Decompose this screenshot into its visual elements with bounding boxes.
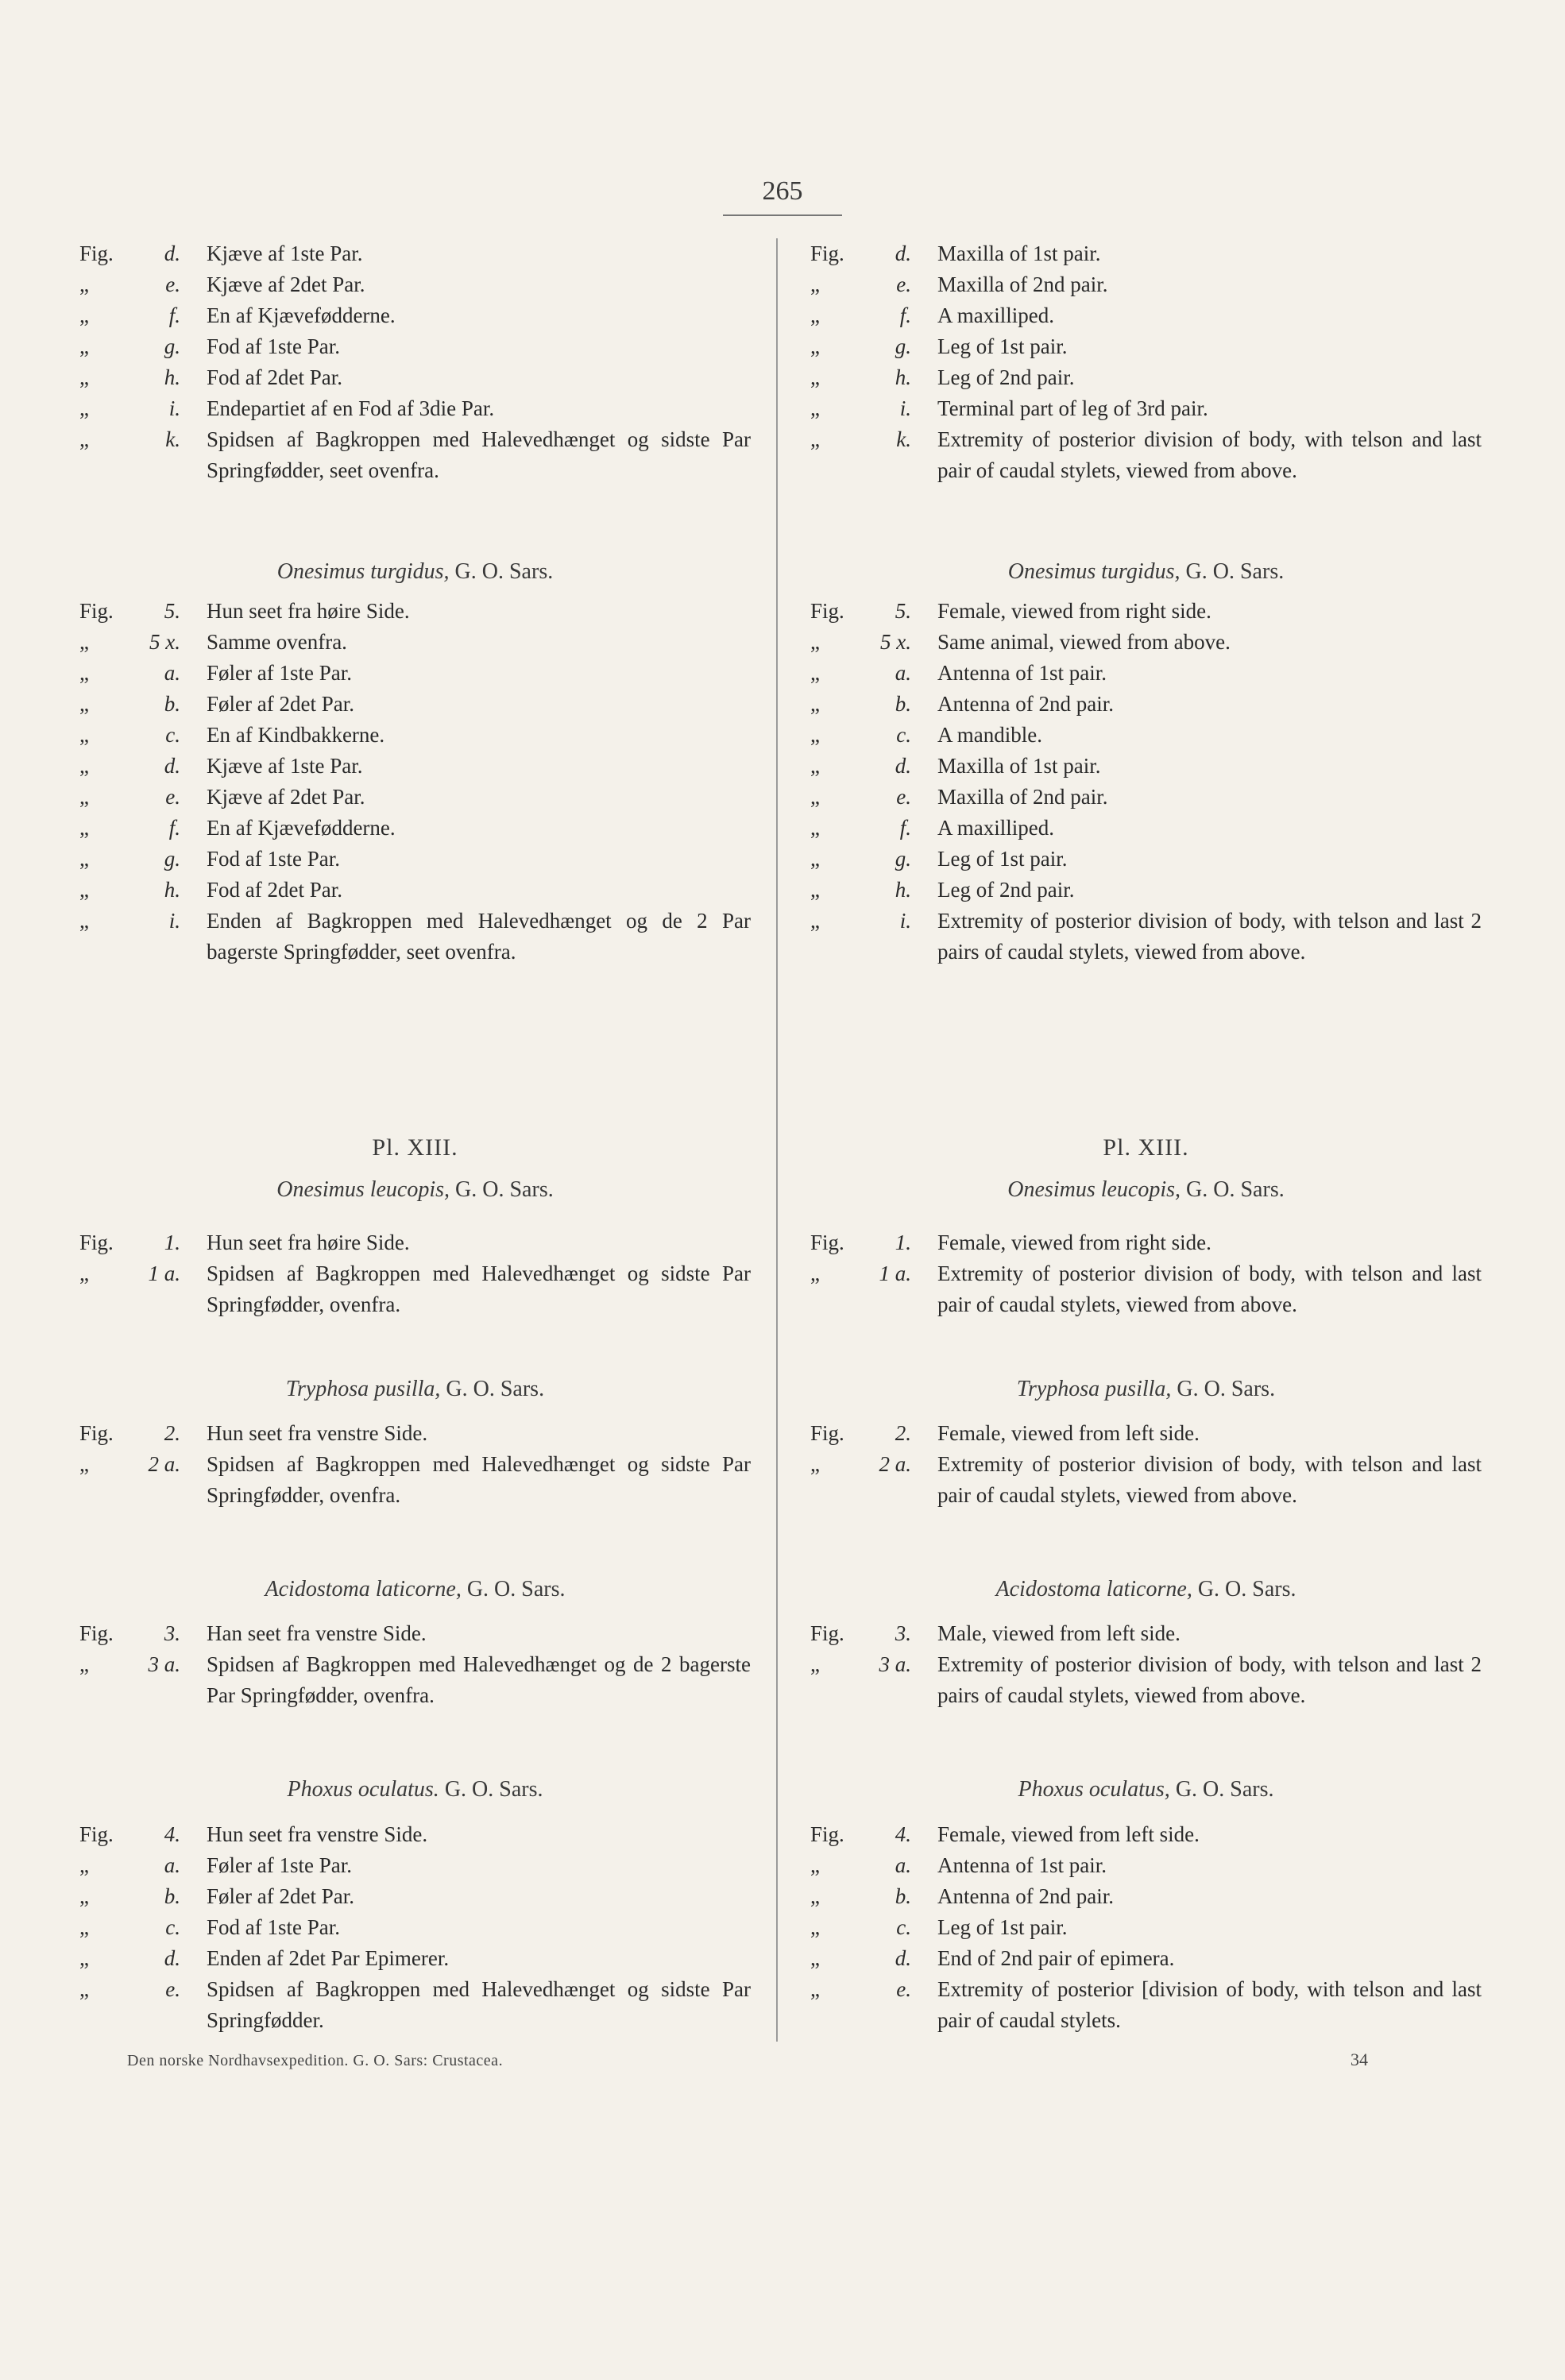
figure-caption: Extremity of posterior [division of body, with telson and last pair of caudal stylets.: [937, 1977, 1482, 2032]
figure-entry: [79, 1974, 751, 2036]
figure-label: g.: [895, 847, 911, 871]
figure-label: 4.: [164, 1822, 180, 1846]
figure-prefix: Fig.: [79, 1231, 114, 1254]
figure-entry: [810, 782, 1482, 813]
figure-caption: Antenna of 2nd pair.: [937, 1884, 1114, 1908]
figure-prefix: Fig.: [810, 1231, 844, 1254]
figure-prefix: „: [79, 692, 89, 716]
figure-caption: Hun seet fra venstre Side.: [207, 1822, 428, 1846]
figure-label: 1 a.: [148, 1261, 180, 1285]
figure-caption: Female, viewed from left side.: [937, 1421, 1200, 1445]
figure-label: h.: [164, 878, 180, 902]
figure-caption: Extremity of posterior division of body, with telson and last 2 pairs of caudal stylets, viewed from above.: [937, 1652, 1482, 1707]
figure-caption: Extremity of posterior division of body, with telson and last pair of caudal stylets, viewed from above.: [937, 1261, 1482, 1316]
figure-label: e.: [165, 1977, 180, 2001]
figure-list: [810, 238, 1482, 486]
figure-entry: [810, 627, 1482, 658]
figure-caption: A mandible.: [937, 723, 1042, 747]
figure-entry: [79, 782, 751, 813]
figure-caption: Same animal, viewed from above.: [937, 630, 1231, 654]
figure-prefix: „: [810, 909, 820, 933]
figure-label: b.: [164, 1884, 180, 1908]
figure-label: b.: [164, 692, 180, 716]
species-name: Phoxus oculatus,: [1018, 1777, 1170, 1802]
species-name: Onesimus turgidus,: [1007, 559, 1181, 584]
figure-entry: [79, 1943, 751, 1974]
column-divider: [776, 238, 778, 2042]
page-number: 265: [762, 176, 803, 206]
species-heading: [810, 1177, 1482, 1203]
figure-entry: [810, 906, 1482, 968]
figure-caption: Hun seet fra høire Side.: [207, 599, 410, 623]
figure-label: h.: [164, 365, 180, 389]
figure-prefix: „: [79, 1915, 89, 1939]
species-name: Phoxus oculatus.: [287, 1777, 439, 1802]
figure-prefix: „: [79, 1884, 89, 1908]
figure-entry: [810, 1819, 1482, 1850]
figure-prefix: „: [79, 272, 89, 296]
figure-prefix: „: [810, 816, 820, 840]
figure-caption: Female, viewed from left side.: [937, 1822, 1200, 1846]
figure-caption: Fod af 1ste Par.: [207, 334, 340, 358]
figure-prefix: „: [810, 427, 820, 451]
figure-entry: [810, 1943, 1482, 1974]
figure-entry: [79, 269, 751, 300]
figure-prefix: Fig.: [79, 1621, 114, 1645]
species-heading: [79, 1377, 751, 1402]
figure-label: 2 a.: [148, 1452, 180, 1476]
figure-entry: [810, 362, 1482, 393]
top-rule: [723, 214, 842, 216]
figure-entry: [810, 720, 1482, 751]
figure-label: 5 x.: [880, 630, 911, 654]
figure-caption: Fod af 1ste Par.: [207, 847, 340, 871]
figure-entry: [79, 689, 751, 720]
figure-prefix: „: [810, 303, 820, 327]
figure-caption: Male, viewed from left side.: [937, 1621, 1181, 1645]
figure-entry: [79, 1649, 751, 1711]
species-name: Tryphosa pusilla,: [285, 1377, 441, 1401]
species-heading: [79, 1177, 751, 1203]
figure-prefix: „: [79, 303, 89, 327]
figure-list: [810, 1819, 1482, 2036]
figure-caption: En af Kjævefødderne.: [207, 816, 396, 840]
species-heading: [810, 1777, 1482, 1802]
figure-label: b.: [895, 692, 911, 716]
figure-caption: Extremity of posterior division of body, with telson and last pair of caudal stylets, viewed from above.: [937, 427, 1482, 482]
figure-prefix: „: [79, 785, 89, 809]
figure-caption: Antenna of 1st pair.: [937, 661, 1107, 685]
figure-caption: Endepartiet af en Fod af 3die Par.: [207, 396, 495, 420]
figure-entry: [810, 1258, 1482, 1320]
figure-entry: [810, 1912, 1482, 1943]
figure-caption: Leg of 1st pair.: [937, 334, 1068, 358]
figure-caption: Leg of 2nd pair.: [937, 365, 1075, 389]
figure-label: i.: [168, 909, 180, 933]
figure-prefix: Fig.: [79, 1421, 114, 1445]
figure-entry: [810, 1227, 1482, 1258]
figure-caption: Kjæve af 1ste Par.: [207, 241, 363, 265]
figure-label: a.: [164, 1853, 180, 1877]
species-name: Onesimus turgidus,: [276, 559, 450, 584]
species-author: G. O. Sars.: [1186, 1177, 1285, 1202]
figure-prefix: „: [810, 1977, 820, 2001]
figure-list: [810, 1418, 1482, 1511]
figure-prefix: „: [79, 754, 89, 778]
figure-caption: Leg of 2nd pair.: [937, 878, 1075, 902]
figure-caption: Fod af 2det Par.: [207, 878, 342, 902]
figure-entry: [79, 1618, 751, 1649]
figure-prefix: „: [79, 878, 89, 902]
figure-label: i.: [899, 909, 911, 933]
figure-caption: Kjæve af 2det Par.: [207, 272, 365, 296]
plate-heading: Pl. XIII.: [1103, 1134, 1189, 1161]
species-author: G. O. Sars.: [1177, 1377, 1276, 1401]
figure-prefix: „: [79, 847, 89, 871]
figure-entry: [810, 269, 1482, 300]
figure-caption: Terminal part of leg of 3rd pair.: [937, 396, 1208, 420]
figure-caption: Leg of 1st pair.: [937, 847, 1068, 871]
figure-label: e.: [896, 1977, 911, 2001]
figure-entry: [810, 1618, 1482, 1649]
species-author: G. O. Sars.: [1185, 559, 1285, 584]
figure-label: 2.: [895, 1421, 911, 1445]
figure-prefix: „: [79, 723, 89, 747]
species-heading: [810, 559, 1482, 585]
figure-entry: [810, 813, 1482, 844]
figure-prefix: „: [79, 1652, 89, 1676]
figure-caption: Extremity of posterior division of body, with telson and last pair of caudal stylets, viewed from above.: [937, 1452, 1482, 1507]
figure-caption: Føler af 1ste Par.: [207, 661, 352, 685]
figure-label: h.: [895, 365, 911, 389]
figure-entry: [810, 1449, 1482, 1511]
figure-prefix: „: [79, 365, 89, 389]
footer-publication: Den norske Nordhavsexpedition. G. O. Sars: Crustacea.: [127, 2052, 504, 2069]
figure-entry: [79, 875, 751, 906]
figure-list: [79, 596, 751, 968]
figure-entry: [79, 658, 751, 689]
footer-signature: 34: [1351, 2050, 1368, 2069]
figure-label: c.: [165, 723, 180, 747]
figure-entry: [79, 1258, 751, 1320]
figure-prefix: „: [79, 661, 89, 685]
figure-label: 5.: [164, 599, 180, 623]
species-author: G. O. Sars.: [455, 1177, 554, 1202]
figure-prefix: „: [79, 1261, 89, 1285]
figure-entry: [79, 331, 751, 362]
species-heading: [79, 1577, 751, 1602]
figure-caption: Leg of 1st pair.: [937, 1915, 1068, 1939]
figure-entry: [79, 813, 751, 844]
figure-list: [79, 1618, 751, 1711]
figure-prefix: „: [79, 1977, 89, 2001]
figure-prefix: Fig.: [810, 1822, 844, 1846]
figure-list: [79, 238, 751, 486]
figure-prefix: „: [79, 334, 89, 358]
figure-prefix: „: [79, 1853, 89, 1877]
figure-prefix: „: [79, 1452, 89, 1476]
figure-entry: [810, 844, 1482, 875]
figure-label: 3 a.: [879, 1652, 911, 1676]
figure-caption: A maxilliped.: [937, 303, 1054, 327]
figure-label: 1 a.: [879, 1261, 911, 1285]
figure-entry: [79, 596, 751, 627]
figure-caption: Antenna of 2nd pair.: [937, 692, 1114, 716]
figure-caption: Samme ovenfra.: [207, 630, 347, 654]
figure-prefix: Fig.: [810, 241, 844, 265]
figure-caption: Hun seet fra venstre Side.: [207, 1421, 428, 1445]
figure-label: g.: [164, 847, 180, 871]
figure-prefix: „: [810, 1261, 820, 1285]
figure-label: 1.: [895, 1231, 911, 1254]
figure-caption: Enden af 2det Par Epimerer.: [207, 1946, 450, 1970]
figure-label: 4.: [895, 1822, 911, 1846]
figure-prefix: „: [810, 1652, 820, 1676]
figure-entry: [810, 393, 1482, 424]
figure-entry: [810, 689, 1482, 720]
figure-entry: [79, 393, 751, 424]
figure-label: g.: [164, 334, 180, 358]
figure-entry: [810, 1881, 1482, 1912]
figure-entry: [79, 424, 751, 486]
figure-caption: Han seet fra venstre Side.: [207, 1621, 427, 1645]
figure-label: d.: [164, 754, 180, 778]
figure-prefix: „: [79, 816, 89, 840]
figure-list: [79, 1418, 751, 1511]
figure-entry: [79, 362, 751, 393]
figure-entry: [79, 1850, 751, 1881]
figure-caption: Spidsen af Bagkroppen med Halevedhænget og sidste Par Springfødder, ovenfra.: [207, 1452, 751, 1507]
species-author: G. O. Sars.: [446, 1377, 545, 1401]
figure-caption: Kjæve af 1ste Par.: [207, 754, 363, 778]
figure-prefix: „: [79, 427, 89, 451]
figure-label: k.: [896, 427, 911, 451]
species-name: Acidostoma laticorne,: [265, 1577, 462, 1601]
figure-prefix: Fig.: [79, 599, 114, 623]
figure-entry: [810, 1850, 1482, 1881]
figure-caption: Enden af Bagkroppen med Halevedhænget og de 2 Par bagerste Springfødder, seet ovenfra.: [207, 909, 751, 964]
figure-label: f.: [168, 303, 180, 327]
figure-prefix: „: [79, 909, 89, 933]
figure-caption: Antenna of 1st pair.: [937, 1853, 1107, 1877]
figure-prefix: Fig.: [810, 1421, 844, 1445]
figure-label: 5.: [895, 599, 911, 623]
figure-label: b.: [895, 1884, 911, 1908]
figure-prefix: „: [810, 878, 820, 902]
figure-label: 3.: [164, 1621, 180, 1645]
figure-prefix: „: [810, 723, 820, 747]
figure-entry: [810, 1418, 1482, 1449]
figure-label: a.: [895, 661, 911, 685]
species-name: Tryphosa pusilla,: [1016, 1377, 1172, 1401]
figure-prefix: „: [79, 396, 89, 420]
figure-label: d.: [895, 754, 911, 778]
figure-caption: Maxilla of 1st pair.: [937, 754, 1101, 778]
species-author: G. O. Sars.: [444, 1777, 543, 1802]
figure-entry: [810, 875, 1482, 906]
figure-label: 5 x.: [149, 630, 180, 654]
figure-label: 1.: [164, 1231, 180, 1254]
species-heading: [810, 1577, 1482, 1602]
figure-list: [79, 1227, 751, 1320]
figure-prefix: Fig.: [810, 599, 844, 623]
figure-prefix: Fig.: [79, 1822, 114, 1846]
figure-entry: [79, 300, 751, 331]
figure-list: [810, 596, 1482, 968]
figure-caption: Female, viewed from right side.: [937, 599, 1211, 623]
figure-prefix: „: [810, 1946, 820, 1970]
figure-label: c.: [165, 1915, 180, 1939]
figure-label: k.: [165, 427, 180, 451]
figure-label: i.: [168, 396, 180, 420]
species-author: G. O. Sars.: [1197, 1577, 1296, 1601]
figure-prefix: „: [810, 1853, 820, 1877]
figure-label: 3 a.: [148, 1652, 180, 1676]
figure-prefix: Fig.: [810, 1621, 844, 1645]
figure-caption: Føler af 2det Par.: [207, 692, 354, 716]
figure-prefix: „: [810, 630, 820, 654]
figure-prefix: „: [810, 334, 820, 358]
figure-prefix: „: [810, 754, 820, 778]
figure-entry: [79, 844, 751, 875]
figure-entry: [810, 658, 1482, 689]
figure-entry: [79, 1449, 751, 1511]
figure-caption: En af Kindbakkerne.: [207, 723, 385, 747]
figure-caption: Føler af 2det Par.: [207, 1884, 354, 1908]
figure-label: e.: [896, 785, 911, 809]
figure-prefix: „: [810, 1884, 820, 1908]
figure-label: d.: [164, 1946, 180, 1970]
figure-label: f.: [168, 816, 180, 840]
plate-heading: Pl. XIII.: [372, 1134, 458, 1161]
figure-caption: Spidsen af Bagkroppen med Halevedhænget og sidste Par Springfødder, ovenfra.: [207, 1261, 751, 1316]
figure-prefix: „: [810, 692, 820, 716]
figure-caption: Kjæve af 2det Par.: [207, 785, 365, 809]
figure-prefix: „: [810, 1915, 820, 1939]
figure-entry: [810, 331, 1482, 362]
figure-prefix: „: [810, 396, 820, 420]
figure-label: a.: [895, 1853, 911, 1877]
species-name: Onesimus leucopis,: [276, 1177, 450, 1202]
figure-prefix: „: [810, 847, 820, 871]
figure-entry: [810, 751, 1482, 782]
species-name: Acidostoma laticorne,: [995, 1577, 1192, 1601]
species-name: Onesimus leucopis,: [1007, 1177, 1181, 1202]
figure-prefix: „: [79, 1946, 89, 1970]
figure-caption: Føler af 1ste Par.: [207, 1853, 352, 1877]
figure-entry: [79, 720, 751, 751]
figure-entry: [79, 238, 751, 269]
figure-label: h.: [895, 878, 911, 902]
figure-caption: Maxilla of 2nd pair.: [937, 272, 1108, 296]
figure-label: d.: [164, 241, 180, 265]
figure-caption: Spidsen af Bagkroppen med Halevedhænget og de 2 bagerste Par Springfødder, ovenfra.: [207, 1652, 751, 1707]
figure-entry: [79, 1912, 751, 1943]
figure-label: 3.: [895, 1621, 911, 1645]
figure-prefix: „: [810, 365, 820, 389]
figure-entry: [79, 627, 751, 658]
figure-prefix: „: [810, 785, 820, 809]
species-heading: [79, 559, 751, 585]
species-author: G. O. Sars.: [454, 559, 554, 584]
figure-label: e.: [165, 785, 180, 809]
figure-entry: [79, 1881, 751, 1912]
figure-label: d.: [895, 1946, 911, 1970]
figure-caption: Fod af 2det Par.: [207, 365, 342, 389]
figure-caption: End of 2nd pair of epimera.: [937, 1946, 1175, 1970]
figure-entry: [810, 238, 1482, 269]
figure-caption: Fod af 1ste Par.: [207, 1915, 340, 1939]
figure-label: f.: [899, 816, 911, 840]
figure-caption: Maxilla of 1st pair.: [937, 241, 1101, 265]
figure-entry: [810, 1649, 1482, 1711]
figure-label: a.: [164, 661, 180, 685]
figure-list: [79, 1819, 751, 2036]
figure-caption: Spidsen af Bagkroppen med Halevedhænget og sidste Par Springfødder, seet ovenfra.: [207, 427, 751, 482]
figure-caption: Maxilla of 2nd pair.: [937, 785, 1108, 809]
figure-label: 2 a.: [879, 1452, 911, 1476]
figure-entry: [810, 596, 1482, 627]
figure-label: e.: [896, 272, 911, 296]
figure-caption: A maxilliped.: [937, 816, 1054, 840]
species-author: G. O. Sars.: [466, 1577, 566, 1601]
figure-caption: Female, viewed from right side.: [937, 1231, 1211, 1254]
figure-entry: [79, 1227, 751, 1258]
figure-caption: Spidsen af Bagkroppen med Halevedhænget og sidste Par Springfødder.: [207, 1977, 751, 2032]
species-heading: [79, 1777, 751, 1802]
figure-prefix: „: [810, 272, 820, 296]
figure-caption: Hun seet fra høire Side.: [207, 1231, 410, 1254]
figure-label: c.: [896, 1915, 911, 1939]
figure-label: c.: [896, 723, 911, 747]
figure-prefix: „: [810, 1452, 820, 1476]
figure-label: i.: [899, 396, 911, 420]
figure-prefix: Fig.: [79, 241, 114, 265]
figure-label: e.: [165, 272, 180, 296]
figure-prefix: „: [810, 661, 820, 685]
figure-prefix: „: [79, 630, 89, 654]
figure-list: [810, 1227, 1482, 1320]
figure-entry: [810, 1974, 1482, 2036]
figure-label: f.: [899, 303, 911, 327]
figure-caption: En af Kjævefødderne.: [207, 303, 396, 327]
figure-label: g.: [895, 334, 911, 358]
figure-entry: [810, 424, 1482, 486]
figure-entry: [79, 751, 751, 782]
figure-label: d.: [895, 241, 911, 265]
species-author: G. O. Sars.: [1175, 1777, 1274, 1802]
species-heading: [810, 1377, 1482, 1402]
figure-entry: [79, 906, 751, 968]
figure-list: [810, 1618, 1482, 1711]
figure-label: 2.: [164, 1421, 180, 1445]
figure-entry: [810, 300, 1482, 331]
figure-entry: [79, 1418, 751, 1449]
figure-entry: [79, 1819, 751, 1850]
figure-caption: Extremity of posterior division of body, with telson and last 2 pairs of caudal stylets, viewed from above.: [937, 909, 1482, 964]
